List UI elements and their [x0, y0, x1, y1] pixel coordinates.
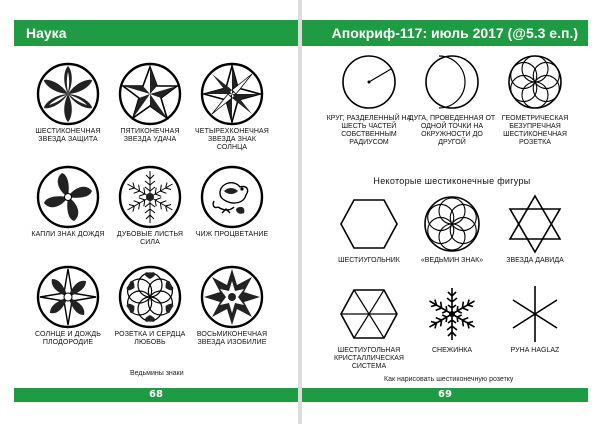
figure-haglaz-rune [490, 284, 580, 355]
snowflake-icon [422, 284, 482, 344]
step-arc [407, 52, 497, 147]
bird-icon [200, 165, 264, 229]
hexagonal-crystal-icon [339, 284, 399, 344]
witch-sign-icon [422, 194, 482, 254]
figure-hexagon [324, 194, 414, 265]
right-page-caption: Как нарисовать шестиконечную розетку [384, 376, 514, 383]
symbol-drops [30, 165, 106, 239]
oak-leaves-icon [118, 165, 182, 229]
left-page [0, 0, 298, 424]
step-label: КРУГ, РАЗДЕЛЕННЫЙ НА ШЕСТЬ ЧАСТЕЙ СОБСТВЕННЫМ РАДИУСОМ [326, 115, 412, 146]
symbol-six-point-star [30, 62, 106, 144]
step-label: ДУГА, ПРОВЕДЕННАЯ ОТ ОДНОЙ ТОЧКИ НА ОКРУЖНОСТИ ДО ДРУГОЙ [408, 115, 496, 146]
eight-point-star-icon [200, 265, 264, 329]
right-page-header: Апокриф-117: июль 2017 (@5.3 е.п.) [302, 20, 588, 46]
symbol-oak-leaves [112, 165, 188, 247]
symbol-goldfinch [194, 165, 270, 239]
rain-drops-icon [36, 165, 100, 229]
figure-witch-sign [407, 194, 497, 265]
page-number: 69 [438, 389, 452, 400]
left-page-footer [14, 388, 298, 402]
symbol-sun-and-rain [30, 265, 106, 347]
five-point-star-icon [118, 62, 182, 126]
figure-label: ШЕСТИУГОЛЬНИК [338, 257, 400, 264]
symbol-label: ДУБОВЫЕ ЛИСТЬЯ СИЛА [116, 231, 184, 246]
figure-star-of-david [490, 194, 580, 265]
star-of-david-icon [505, 194, 565, 254]
symbol-label: ЧИЖ ПРОЦВЕТАНИЕ [195, 231, 269, 238]
four-point-star-icon [200, 62, 264, 126]
symbol-label: ЧЕТЫРЕХКОНЕЧНАЯ ЗВЕЗДА ЗНАК СОЛНЦА [195, 128, 269, 151]
figure-label: РУНА HAGLAZ [510, 347, 560, 354]
right-page-footer [302, 388, 588, 402]
rosette-hearts-icon [118, 265, 182, 329]
arc-circle-icon [422, 52, 482, 112]
step-rosette [490, 52, 580, 147]
symbol-five-point-star [112, 62, 188, 144]
symbol-four-point-star [194, 62, 270, 152]
figure-snowflake [407, 284, 497, 355]
section-title: Некоторые шестиконечные фигуры [373, 176, 531, 186]
right-page [302, 0, 600, 424]
symbol-label: КАПЛИ ЗНАК ДОЖДЯ [31, 231, 105, 238]
figure-label: «ВЕДЬМИН ЗНАК» [420, 257, 484, 264]
page-number: 68 [149, 389, 163, 400]
hexagon-icon [339, 194, 399, 254]
symbol-label: ШЕСТИКОНЕЧНАЯ ЗВЕЗДА ЗАЩИТА [35, 128, 101, 143]
figure-label: ШЕСТИУГОЛЬНАЯ КРИСТАЛЛИЧЕСКАЯ СИСТЕМА [334, 347, 404, 370]
symbol-label: СОЛНЦЕ И ДОЖДЬ ПЛОДОРОДИЕ [35, 331, 101, 346]
six-point-star-icon [36, 62, 100, 126]
symbol-label: РОЗЕТКА И СЕРДЦА ЛЮБОВЬ [114, 331, 186, 346]
figure-label: СНЕЖИНКА [431, 347, 473, 354]
left-page-caption: Ведьмины знаки [130, 370, 184, 377]
sun-rain-icon [36, 265, 100, 329]
step-label: ГЕОМЕТРИЧЕСКАЯ БЕЗУПРЕЧНАЯ ШЕСТИКОНЕЧНАЯ РОЗЕТКА [501, 115, 569, 146]
figure-hexagonal-crystal [324, 284, 414, 371]
symbol-label: ПЯТИКОНЕЧНАЯ ЗВЕЗДА УДАЧА [120, 128, 180, 143]
divided-circle-icon [339, 52, 399, 112]
six-petal-rosette-icon [505, 52, 565, 112]
left-page-header: Наука [14, 20, 298, 46]
figure-label: ЗВЕЗДА ДАВИДА [506, 257, 564, 264]
symbol-rosette-hearts [112, 265, 188, 347]
haglaz-rune-icon [505, 284, 565, 344]
step-divided-circle [324, 52, 414, 147]
symbol-eight-point-star [194, 265, 270, 347]
symbol-label: ВОСЬМИКОНЕЧНАЯ ЗВЕЗДА ИЗОБИЛИЕ [196, 331, 268, 346]
